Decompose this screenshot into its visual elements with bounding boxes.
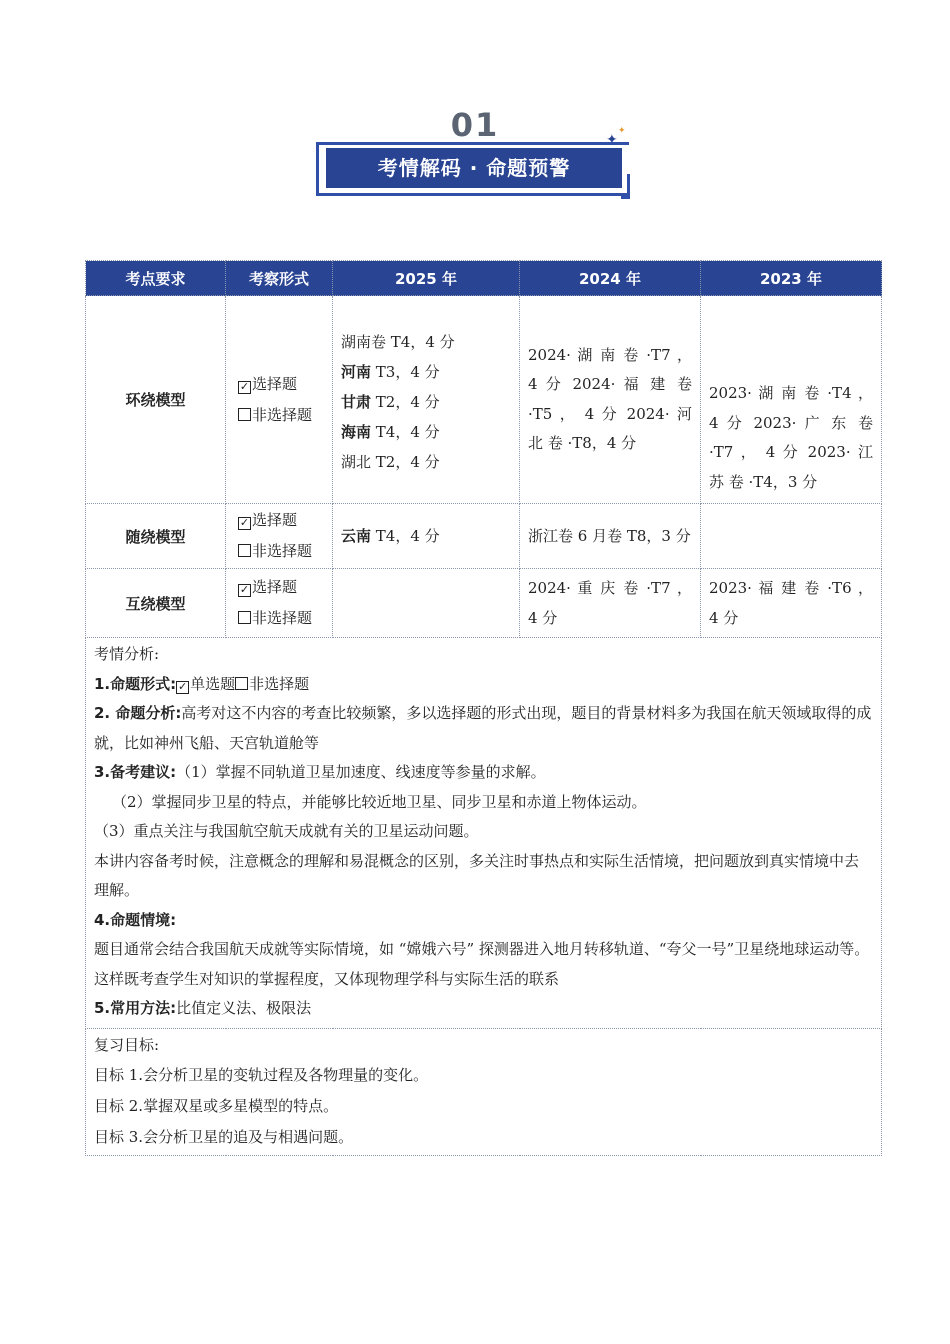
checkbox-empty-icon	[238, 408, 251, 421]
checkbox-empty-icon	[235, 677, 248, 690]
list-item: 云南 T4，4 分	[341, 527, 440, 545]
banner-outline-corner	[621, 174, 630, 199]
sparkle-small-icon: ✦	[618, 126, 626, 136]
analysis-heading: 考情分析:	[94, 645, 160, 663]
analysis-item-3-2: （2）掌握同步卫星的特点，并能够比较近地卫星、同步卫星和赤道上物体运动。	[112, 792, 647, 811]
form-cell	[226, 569, 333, 638]
form-choice-label: 选择题	[252, 511, 298, 529]
analysis-item-4-text: 题目通常会结合我国航天成就等实际情境，如 “嫦娥六号” 探测器进入地月转移轨道、“夸父一号”卫星绕地球运动等。这样既考查学生对知识的掌握程度，又体现物理学科与实际生活的联系	[94, 940, 870, 988]
checkbox-empty-icon	[238, 544, 251, 557]
checkbox-empty-icon	[238, 611, 251, 624]
form-cell	[226, 504, 333, 569]
table-row	[86, 296, 882, 504]
analysis-item-3-4: 本讲内容备考时候，注意概念的理解和易混概念的区别，多关注时事热点和实际生活情境，把问题放到真实情境中去理解。	[94, 851, 860, 899]
table-row	[86, 569, 882, 638]
header-form: 考察形式	[226, 261, 333, 296]
cell-2023	[701, 504, 882, 569]
header-2023: 2023 年	[701, 261, 882, 296]
analysis-item-4-label: 4.命题情境:	[94, 910, 177, 929]
goals-cell	[86, 1028, 882, 1156]
list-item: 海南 T4，4 分	[341, 422, 440, 441]
goals-heading: 复习目标:	[94, 1035, 160, 1054]
analysis-cell	[86, 638, 882, 1029]
analysis-item-3-3: （3）重点关注与我国航空航天成就有关的卫星运动问题。	[94, 822, 479, 840]
section-banner	[316, 138, 632, 196]
exam-table	[85, 260, 882, 1156]
topic-cell: 随绕模型	[86, 504, 226, 569]
list-item: 目标 2.掌握双星或多星模型的特点。	[94, 1097, 339, 1115]
checkbox-checked-icon: ✓	[178, 679, 188, 693]
list-item: 目标 3.会分析卫星的追及与相遇问题。	[94, 1128, 354, 1146]
list-item: 湖北 T2，4 分	[341, 452, 440, 471]
form-cell	[226, 296, 333, 504]
cell-2024: 2024· 湖 南 卷 ·T7 ， 4 分 2024· 福 建 卷 ·T5 ， 4 分 2024· 河 北 卷 ·T8，4 分	[520, 296, 701, 504]
checkbox-checked-icon: ✓	[239, 516, 250, 529]
list-item: 湖南卷 T4，4 分	[341, 332, 455, 351]
form-choice-label: 选择题	[252, 374, 298, 393]
topic-cell: 环绕模型	[86, 296, 226, 504]
form-choice-label: 选择题	[252, 578, 298, 596]
analysis-item-3: 3.备考建议:（1）掌握不同轨道卫星加速度、线速度等参量的求解。	[94, 763, 546, 781]
list-item: 目标 1.会分析卫星的变轨过程及各物理量的变化。	[94, 1066, 429, 1084]
cell-2024: 浙江卷 6 月卷 T8，3 分	[520, 504, 701, 569]
form-nonchoice-label: 非选择题	[252, 542, 313, 560]
form-nonchoice-label: 非选择题	[252, 609, 313, 627]
topic-cell: 互绕模型	[86, 569, 226, 638]
header-2025: 2025 年	[333, 261, 520, 296]
cell-2024: 2024· 重 庆 卷 ·T7 ， 4 分	[520, 569, 701, 638]
analysis-row	[86, 638, 882, 1029]
cell-2023: 2023· 福 建 卷 ·T6 ， 4 分	[701, 569, 882, 638]
section-number: 01	[450, 106, 500, 144]
cell-2025	[333, 504, 520, 569]
table-header-row	[86, 261, 882, 296]
cell-2023: 2023· 湖 南 卷 ·T4 ， 4 分 2023· 广 东 卷 ·T7 ， 4 分 2023· 江 苏 卷 ·T4，3 分	[701, 296, 882, 504]
sparkle-icon: ✦	[606, 132, 618, 148]
analysis-item-1: 1.命题形式: ✓ 单选题 非选择题	[94, 674, 310, 693]
analysis-item-2: 2. 命题分析:高考对这不内容的考查比较频繁，多以选择题的形式出现，题目的背景材料多为我国在航天领域取得的成就，比如神州飞船、天宫轨道舱等	[94, 704, 872, 752]
list-item: 甘肃 T2，4 分	[341, 392, 440, 411]
header-topic: 考点要求	[86, 261, 226, 296]
checkbox-checked-icon: ✓	[239, 379, 250, 393]
goals-row	[86, 1028, 882, 1156]
banner-title: 考情解码 · 命题预警	[326, 148, 622, 188]
header-2024: 2024 年	[520, 261, 701, 296]
form-nonchoice-label: 非选择题	[252, 405, 313, 424]
analysis-item-5: 5.常用方法:比值定义法、极限法	[94, 999, 312, 1017]
list-item: 河南 T3，4 分	[341, 362, 440, 381]
cell-2025	[333, 569, 520, 638]
cell-2025	[333, 296, 520, 504]
checkbox-checked-icon: ✓	[239, 583, 250, 596]
table-row	[86, 504, 882, 569]
